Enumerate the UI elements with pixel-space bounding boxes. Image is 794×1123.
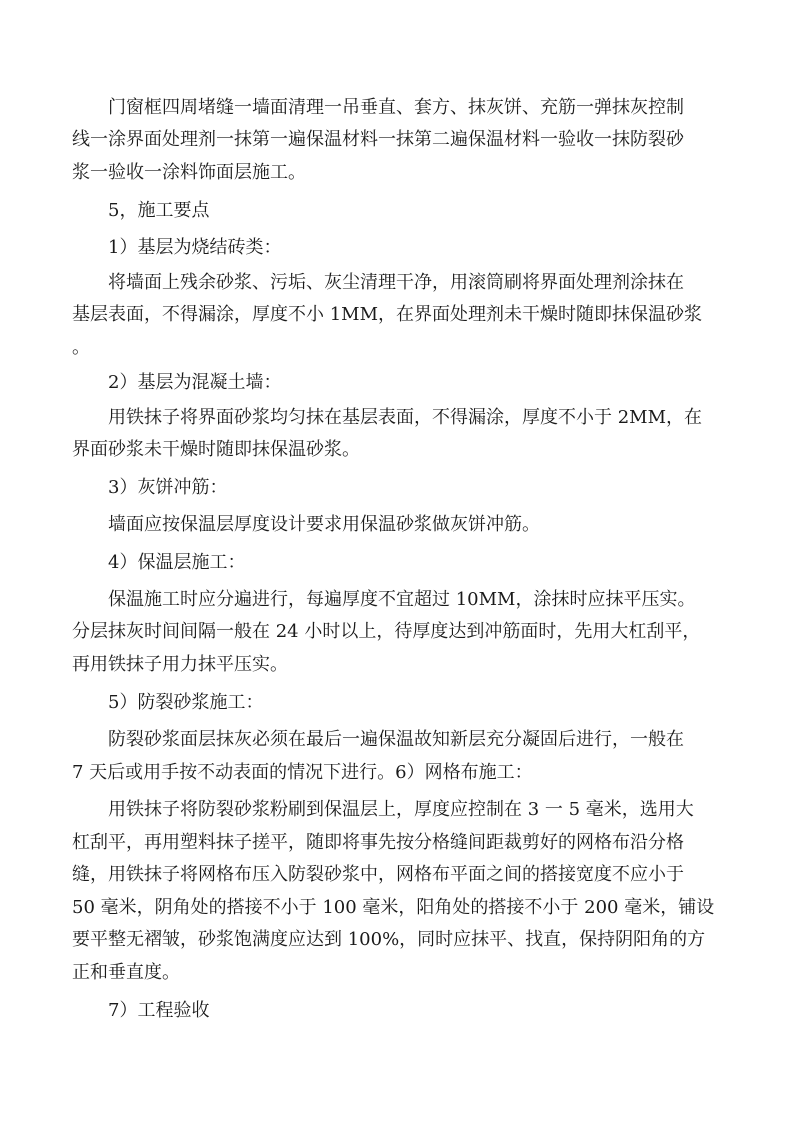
section-heading: 5，施工要点: [108, 200, 210, 221]
text-line: 要平整无褶皱，砂浆饱满度应达到 100%，同时应抹平、找直，保持阴阳角的方: [72, 929, 706, 950]
subsection-heading: 1）基层为烧结砖类：: [108, 237, 282, 258]
text-line: 杠刮平，再用塑料抹子搓平，随即将事先按分格缝间距裁剪好的网格布沿分格: [72, 832, 684, 853]
text-line: 正和垂直度。: [72, 962, 180, 983]
text-line: 缝，用铁抹子将网格布压入防裂砂浆中，网格布平面之间的搭接宽度不应小于: [72, 864, 684, 885]
text-line: 墙面应按保温层厚度设计要求用保温砂浆做灰饼冲筋。: [108, 514, 540, 535]
subsection-heading: 4）保温层施工：: [108, 552, 246, 573]
subsection-heading: 2）基层为混凝土墙：: [108, 372, 282, 393]
text-line: 再用铁抹子用力抹平压实。: [72, 654, 288, 675]
text-line: 保温施工时应分遍进行，每遍厚度不宜超过 10MM，涂抹时应抹平压实。: [108, 589, 696, 610]
subsection-heading: 5）防裂砂浆施工：: [108, 692, 264, 713]
text-line: 防裂砂浆面层抹灰必须在最后一遍保温故知新层充分凝固后进行，一般在: [108, 729, 684, 750]
text-line: 界面砂浆未干燥时随即抹保温砂浆。: [72, 439, 360, 460]
text-line: 浆一验收一涂料饰面层施工。: [72, 162, 306, 183]
text-line: 用铁抹子将界面砂浆均匀抹在基层表面，不得漏涂，厚度不小于 2MM，在: [108, 407, 703, 428]
text-line: 50 毫米，阴角处的搭接不小于 100 毫米，阳角处的搭接不小于 200 毫米，铺设: [72, 897, 715, 918]
text-line: 线一涂界面处理剂一抹第一遍保温材料一抹第二遍保温材料一验收一抹防裂砂: [72, 129, 684, 150]
subsection-heading: 3）灰饼冲筋：: [108, 477, 228, 498]
text-line: 门窗框四周堵缝一墙面清理一吊垂直、套方、抹灰饼、充筋一弹抹灰控制: [108, 97, 684, 118]
subsection-heading: 7）工程验收: [108, 1000, 210, 1021]
text-line: 分层抹灰时间间隔一般在 24 小时以上，待厚度达到冲筋面时，先用大杠刮平，: [72, 621, 701, 642]
text-line: 将墙面上残余砂浆、污垢、灰尘清理干净，用滚筒刷将界面处理剂涂抹在: [108, 272, 684, 293]
text-line: 用铁抹子将防裂砂浆粉刷到保温层上，厚度应控制在 3 一 5 毫米，选用大: [108, 799, 694, 820]
text-line: 基层表面，不得漏涂，厚度不小 1MM，在界面处理剂未干燥时随即抹保温砂浆: [72, 304, 703, 325]
text-line: 7 天后或用手按不动表面的情况下进行。6）网格布施工：: [72, 762, 533, 783]
text-line: 。: [72, 337, 90, 358]
